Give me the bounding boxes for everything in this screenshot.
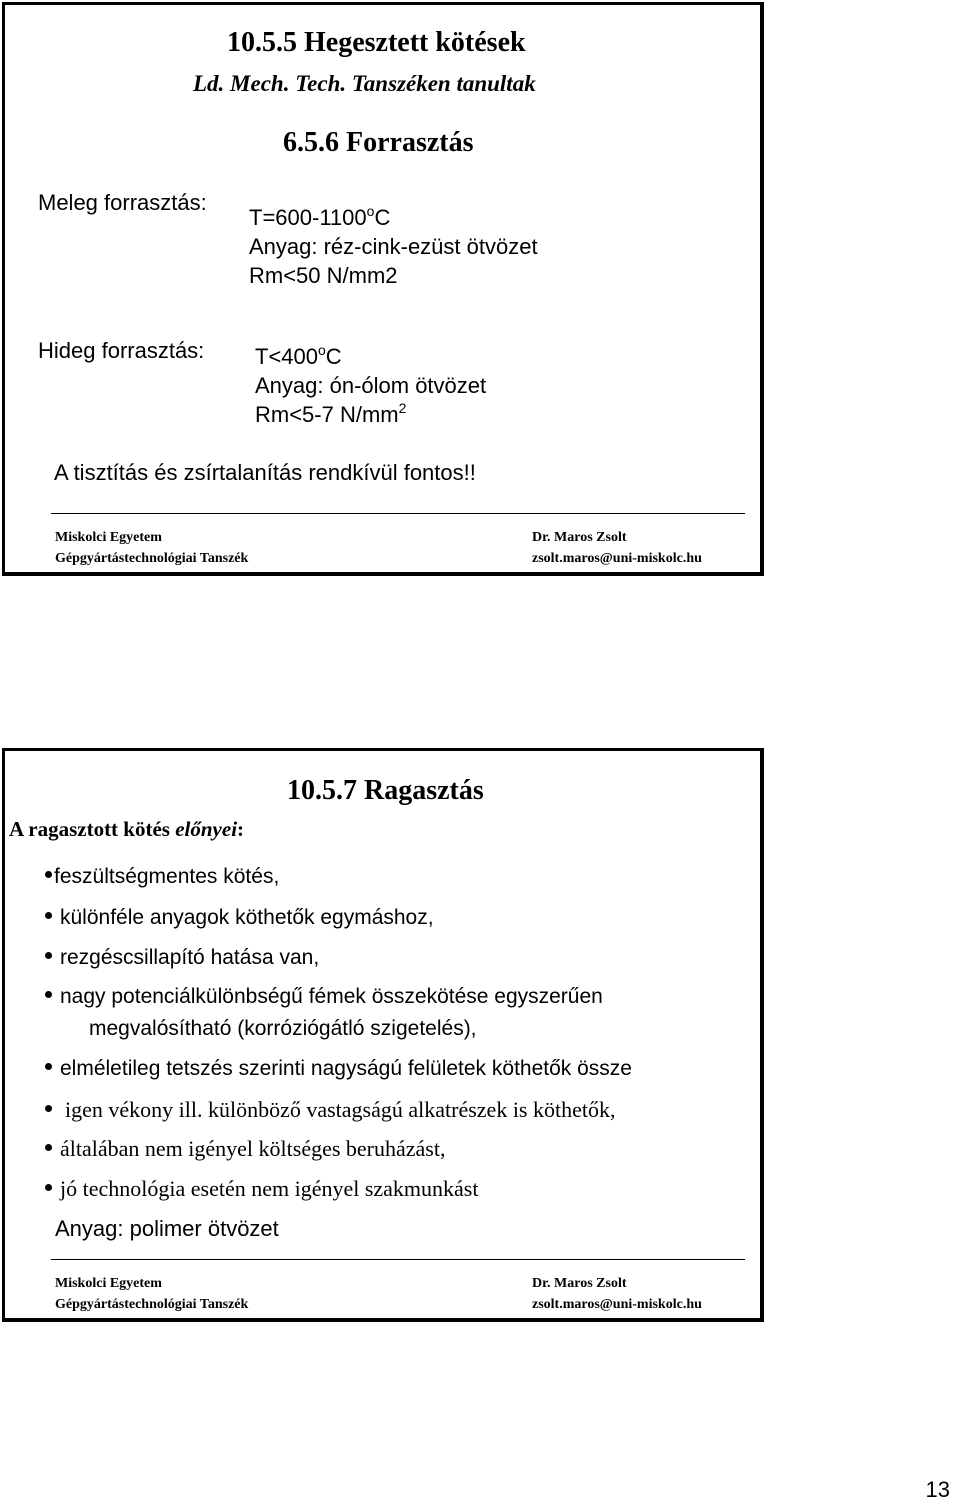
list-item: különféle anyagok köthetők egymáshoz, — [45, 906, 434, 930]
footer-department: Gépgyártástechnológiai Tanszék — [55, 551, 249, 566]
cleaning-note: A tisztítás és zsírtalanítás rendkívül fontos!! — [54, 460, 476, 485]
list-item: jó technológia esetén nem igényel szakmunkást — [45, 1176, 478, 1202]
footer-author: Dr. Maros Zsolt — [532, 530, 627, 545]
bullet-icon — [45, 1063, 52, 1070]
section-title: 6.5.6 Forrasztás — [283, 127, 474, 158]
slide-adhesive-bonding — [2, 748, 764, 1322]
slide-subtitle: Ld. Mech. Tech. Tanszéken tanultak — [193, 71, 536, 96]
bullet-icon — [45, 991, 52, 998]
advantages-heading: A ragasztott kötés előnyei: — [9, 817, 245, 841]
cold-strength: Rm<5-7 $N/mm^2$ — [255, 400, 407, 427]
footer-divider — [51, 513, 745, 514]
bullet-icon — [45, 871, 52, 878]
cold-temperature: $T<400^oC$ — [255, 342, 342, 369]
footer-department: Gépgyártástechnológiai Tanszék — [55, 1297, 249, 1312]
cold-material: Anyag: ón-ólom ötvözet — [255, 373, 487, 398]
footer-divider — [51, 1259, 745, 1260]
cold-soldering-details — [255, 342, 486, 429]
footer-university: Miskolci Egyetem — [55, 1276, 162, 1291]
bullet-icon — [45, 952, 52, 959]
footer-email: zsolt.maros@uni-miskolc.hu — [532, 551, 702, 566]
footer-author: Dr. Maros Zsolt — [532, 1276, 627, 1291]
slide-welding-soldering — [2, 2, 764, 576]
footer-email: zsolt.maros@uni-miskolc.hu — [532, 1297, 702, 1312]
bullet-icon — [45, 1105, 52, 1112]
warm-temperature: $T=600-1100^oC$ — [249, 203, 391, 230]
bullet-icon — [45, 1144, 52, 1151]
list-item: feszültségmentes kötés, — [45, 865, 279, 889]
warm-strength: Rm<50 N/mm2 — [249, 263, 398, 288]
page-number: 13 — [925, 1477, 950, 1502]
footer-university: Miskolci Egyetem — [55, 530, 162, 545]
list-item: nagy potenciálkülönbségű fémek összekötése egyszerűen — [45, 985, 603, 1009]
list-item-continuation: megvalósítható (korróziógátló szigetelés), — [89, 1017, 477, 1040]
bullet-icon — [45, 1184, 52, 1191]
slide-title: 10.5.5 Hegesztett kötések — [227, 27, 526, 58]
bullet-icon — [45, 912, 52, 919]
list-item: elméletileg tetszés szerinti nagyságú felületek köthetők össze — [45, 1057, 632, 1081]
list-item: igen vékony ill. különböző vastagságú alkatrészek is köthetők, — [45, 1097, 615, 1123]
warm-soldering-label: Meleg forrasztás: — [38, 190, 207, 215]
list-item: rezgéscsillapító hatása van, — [45, 946, 319, 970]
cold-soldering-label: Hideg forrasztás: — [38, 338, 205, 363]
material-line: Anyag: polimer ötvözet — [55, 1216, 279, 1241]
warm-soldering-details — [249, 203, 538, 290]
list-item: általában nem igényel költséges beruházást, — [45, 1136, 445, 1162]
slide-title: 10.5.7 Ragasztás — [287, 775, 484, 806]
warm-material: Anyag: réz-cink-ezüst ötvözet — [249, 234, 538, 259]
